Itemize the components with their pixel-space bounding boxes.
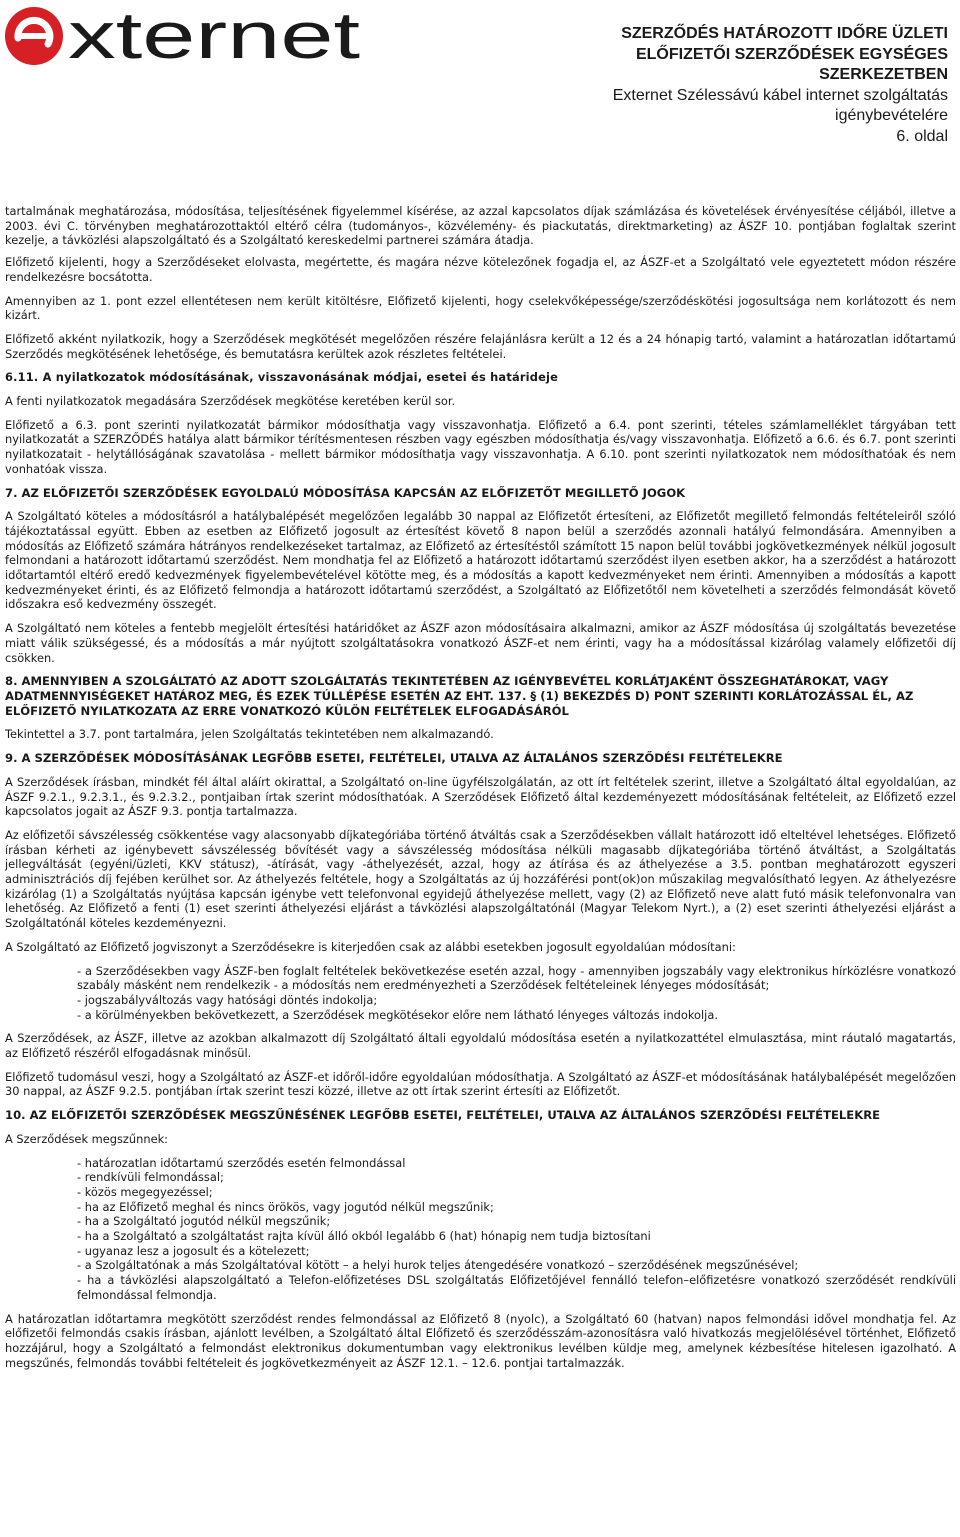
paragraph: A fenti nyilatkozatok megadására Szerződések megkötése keretében kerül sor. xyxy=(5,394,456,409)
paragraph: Amennyiben az 1. pont ezzel ellentétesen nem került kitöltésre, Előfizető kijelenti, hogy cselekvőképessége/szerződéskötési jogosultsága nem korlátozott és nem kizárt. xyxy=(5,293,956,323)
paragraph: A Szolgáltató nem köteles a fentebb megjelölt értesítési határidőket az ÁSZF azon módosításaira alkalmazni, amikor az ÁSZF módosítása új szolgáltatás bevezetése miatt válik szükségessé, és a módosítás a már nyújtott szolgáltatásokra vonatkozó ÁSZF-et nem érinti, vagy ha a módosítással kizárólag valamely előfizetői díj csökken. xyxy=(5,621,956,665)
list-item: - a Szerződésekben vagy ÁSZF-ben foglalt feltételek bekövetkezése esetén azzal, hogy - amennyiben jogszabály vagy elektronikus hírközlésre vonatkozó szabály másként nem rendelkezik - a módosítás nem eredményezheti a Szerződések feltételeinek lényeges módosítását; xyxy=(77,964,956,993)
list-item: - ha az Előfizető meghal és nincs örökös, vagy jogutód nélkül megszűnik; xyxy=(77,1200,956,1215)
list-item: - ugyanaz lesz a jogosult és a kötelezett; xyxy=(77,1244,956,1259)
paragraph: A Szolgáltató köteles a módosításról a hatálybalépését megelőzően legalább 30 nappal az Előfizetőt értesíteni, az Előfizetőt megillető felmondás feltételeiről szóló tájékoztatással együtt. Ebben az esetben az Előfizető jogosult az értesítést követő 8 napon belül a szerződés azonnali hatályú felmondására. Amennyiben a módosítás az Előfizető számára hátrányos rendelkezéseket tartalmaz, az Előfizető az értesítéstől számított 15 napon belül további jogkövetkezmények nélkül jogosult felmondani a határozott időtartamú szerződést. Nem mondhatja fel az Előfizető a határozott időtartamú szerződést ilyen esetben akkor, ha a szerződést a határozott időtartamtól eltérő eredő kedvezmények figyelembevételével kötötte meg, és a módosítás a kapott kedvezményeket nem érinti. Amennyiben a módosítás a kapott kedvezményeket érinti, és az Előfizető felmondja a határozott időtartamú szerződést, a Szolgáltató az Előfizetőtől nem követelheti a szerződés felmondását követő időszakra eső kedvezmény összegét. xyxy=(5,509,956,612)
paragraph: Előfizető a 6.3. pont szerinti nyilatkozatát bármikor módosíthatja vagy visszavonhatja. Előfizető a 6.4. pont szerinti, tételes számlamelléklet tárgyában tett nyilatkozatát a SZERZŐDÉS hatálya alatt bármikor térítésmentesen részben vagy egészben módosíthatja és/vagy visszavonhatja. Előfizető a 6.6. és 6.7. pont szerinti nyilatkozatait - helytállóságának szavatolása - mellett bármikor módosíthatja vagy visszavonhatja. A 6.10. pont szerinti nyilatkozatok nem módosíthatóak és nem vonhatóak vissza. xyxy=(5,417,956,476)
list-item: - ha a Szolgáltató jogutód nélkül megszűnik; xyxy=(77,1214,956,1229)
page-number: 6. oldal xyxy=(896,127,948,145)
doc-title-line3: SZERKEZETBEN xyxy=(819,66,948,83)
list-item: - ha a Szolgáltató a szolgáltatást rajta kívül álló okból legalább 6 (hat) hónapig nem tudja biztosítani xyxy=(77,1229,956,1244)
document-body xyxy=(5,204,956,1377)
paragraph: A Szerződések, az ÁSZF, illetve az azokban alkalmazott díj Szolgáltató általi egyoldalú módosítása esetén a nyilatkozattétel elmulasztása, mint ráutaló magatartás, az Előfizető részéről elfogadásnak minősül. xyxy=(5,1031,956,1061)
doc-title-line1: SZERZŐDÉS HATÁROZOTT IDŐRE ÜZLETI xyxy=(621,25,948,42)
doc-subtitle-line2: igénybevételére xyxy=(835,107,948,124)
externet-logo xyxy=(4,4,364,68)
subsection-heading: 6.11. A nyilatkozatok módosításának, visszavonásának módjai, esetei és határideje xyxy=(5,370,559,385)
page-header xyxy=(0,0,960,160)
paragraph: A határozatlan időtartamra megkötött szerződést rendes felmondással az Előfizető 8 (nyolc), a Szolgáltató 60 (hatvan) napos felmondási idővel mondhatja fel. Az előfizetői felmondás csakis írásban, ajánlott levélben, a Szolgáltató által Előfizető és szerződésszám-azonosításra való hivatkozás megjelölésével történhet, Előfizető hozzájárul, hogy a Szolgáltató a felmondást elektronikus dokumentumban vagy elektronikus levélben küldje meg, amelynek kézbesítése hitelesen igazolható. A megszűnés, felmondás további feltételeit és jogkövetkezményeit az ÁSZF 12.1. – 12.6. pontjai tartalmazzák. xyxy=(5,1311,956,1370)
section-heading: 10. AZ ELŐFIZETŐI SZERZŐDÉSEK MEGSZŰNÉSÉNEK LEGFŐBB ESETEI, FELTÉTELEI, UTALVA AZ ÁLTALÁNOS SZERZŐDÉSI FELTÉTELEKRE xyxy=(5,1108,881,1123)
paragraph: Tekintettel a 3.7. pont tartalmára, jelen Szolgáltatás tekintetében nem alkalmazandó. xyxy=(5,727,494,742)
paragraph: Előfizető kijelenti, hogy a Szerződéseket elolvasta, megértette, és magára nézve kötelezőnek fogadja el, az ÁSZF-et a Szolgáltató vele egyeztetett módon részére rendelkezésre bocsátotta. xyxy=(5,255,956,284)
paragraph: A Szerződések írásban, mindkét fél által aláírt okirattal, a Szolgáltató on-line ügyfélszolgálatán, az ott írt feltételek szerint, illetve a Szolgáltató által egyoldalúan, az ÁSZF 9.2.1., 9.2.3.1., és 9.2.3.2., pontjaiban írtak szerint módosíthatóak. A Szerződések Előfizető által kezdeményezett módosításának feltételeit, az Előfizető ezzel kapcsolatos jogait az ÁSZF 9.3. pontja tartalmazza. xyxy=(5,774,956,819)
paragraph: A Szerződések megszűnnek: xyxy=(5,1131,169,1146)
list-item: - közös megegyezéssel; xyxy=(77,1185,956,1200)
paragraph: Az előfizetői sávszélesség csökkentése vagy alacsonyabb díjkategóriába történő átváltás csak a Szerződésekben vállalt határozott idő elteltével lehetséges. Előfizető írásban kérheti az igénybevett sávszélesség bővítését vagy a sávszélesség módosítása nélküli magasabb díjkategóriába történő átváltást, a Szolgáltatás jellegváltását (egyéni/üzleti, KKV státusz), -átírását, vagy -áthelyezését, azzal, hogy az átírása és az áthelyezése a 3.5. pontban meghatározott egyszeri adminisztrációs díj fejében kerülhet sor. Az áthelyezés feltétele, hogy a Szolgáltatás az új hozzáférési pont(ok)on műszakilag megvalósítható legyen. Az áthelyezésre kizárólag (1) a Szolgáltatás nyújtása kapcsán igénybe vett telefonvonal egyidejű áthelyezése mellett, vagy (2) az Előfizető neve alatt futó másik telefonvonalra van lehetőség. Az Előfizető a fenti (1) eset szerinti áthelyezési eljárást a távközlési alapszolgáltatónál (Magyar Telekom Nyrt.), a (2) eset szerinti áthelyezési eljárást a Szolgáltatónál köteles kezdeményezni. xyxy=(5,827,956,931)
doc-title-line2: ELŐFIZETŐI SZERZŐDÉSEK EGYSÉGES xyxy=(635,45,948,63)
paragraph: Előfizető tudomásul veszi, hogy a Szolgáltató az ÁSZF-et időről-időre egyoldalúan módosíthatja. A Szolgáltató az ÁSZF-et módosításának hatálybalépését megelőzően 30 nappal, az ÁSZF 9.2.5. pontjában írtak szerint teszi közzé, illetve az ott írtak szerint értesíti az Előfizetőt. xyxy=(5,1069,956,1099)
modification-cases-list xyxy=(5,964,956,1023)
list-item: - a Szolgáltatónak a más Szolgáltatóval kötött – a helyi hurok teljes átengedésére vonatkozó – szerződésének megszűnésével; xyxy=(77,1258,956,1273)
section-heading: 8. AMENNYIBEN A SZOLGÁLTATÓ AZ ADOTT SZOLGÁLTATÁS TEKINTETÉBEN AZ IGÉNYBEVÉTEL KORLÁTJAKÉNT ÖSSZEGHATÁROKAT, VAGY ADATMENNYISÉGEKET HATÁROZ MEG, ÉS EZEK TÚLLÉPÉSE ESETÉN AZ EHT. 137. § (1) BEKEZDÉS D) PONT SZERINTI KORLÁTOZÁSSAL ÉL, AZ ELŐFIZETŐ NYILATKOZATA AZ ERRE VONATKOZÓ KÜLÖN FELTÉTELEK ELFOGADÁSÁRÓL xyxy=(5,674,914,718)
section-heading: 9. A SZERZŐDÉSEK MÓDOSÍTÁSÁNAK LEGFŐBB ESETEI, FELTÉTELEI, UTALVA AZ ÁLTALÁNOS SZERZŐDÉSI FELTÉTELEKRE xyxy=(5,751,783,766)
paragraph: tartalmának meghatározása, módosítása, teljesítésének figyelemmel kísérése, az azzal kapcsolatos díjak számlázása és követelések érvényesítése céljából, illetve a 2003. évi C. törvényben meghatározottaktól eltérő célra (tudományos-, közvélemény- és piackutatás, direktmarketing) az ÁSZF 10. pontjában foglaltak szerint kezelje, a távközlési alapszolgáltató és a Szolgáltató kereskedelmi partnerei számára átadja. xyxy=(5,204,956,248)
list-item: - határozatlan időtartamú szerződés esetén felmondással xyxy=(77,1156,956,1171)
document-title-block xyxy=(478,24,948,147)
svg-text:xternet: xternet xyxy=(68,4,360,68)
section-heading: 7. AZ ELŐFIZETŐI SZERZŐDÉSEK EGYOLDALÚ MÓDOSÍTÁSA KAPCSÁN AZ ELŐFIZETŐT MEGILLETŐ JOGOK xyxy=(5,485,686,500)
paragraph: A Szolgáltató az Előfizető jogviszonyt a Szerződésekre is kiterjedően csak az alábbi esetekben jogosult egyoldalúan módosítani: xyxy=(5,939,736,954)
list-item: - jogszabályváltozás vagy hatósági döntés indokolja; xyxy=(77,993,956,1008)
doc-subtitle-line1: Externet Szélessávú kábel internet szolgáltatás xyxy=(612,86,948,104)
paragraph: Előfizető akként nyilatkozik, hogy a Szerződések megkötését megelőzően részére felajánlásra került a 12 és a 24 hónapig tartó, valamint a határozatlan időtartamú Szerződés megkötésének lehetősége, és bemutatásra kerültek azok részletes feltételei. xyxy=(5,331,956,361)
list-item: - ha a távközlési alapszolgáltató a Telefon-előfizetéses DSL szolgáltatás Előfizetőjével fennálló telefon–előfizetésre vonatkozó szerződését rendkívüli felmondással felmondja. xyxy=(77,1273,956,1302)
termination-cases-list xyxy=(5,1156,956,1303)
list-item: - rendkívüli felmondással; xyxy=(77,1170,956,1185)
list-item: - a körülményekben bekövetkezett, a Szerződések megkötésekor előre nem látható lényeges változás indokolja. xyxy=(77,1008,956,1023)
